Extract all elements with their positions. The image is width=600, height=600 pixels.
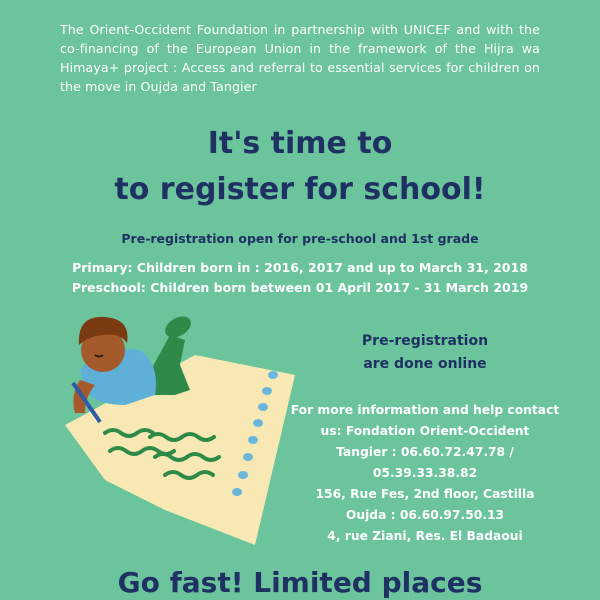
contact-line-7: 4, rue Ziani, Res. El Badaoui — [327, 529, 523, 543]
online-notice-line-2: are done online — [363, 356, 487, 372]
child-writing-illustration — [45, 295, 305, 555]
intro-paragraph: The Orient-Occident Foundation in partnership with UNICEF and with the co-financing of the European Union in the framework of the Hijra wa Himaya+ project : Access and referral to essential services for children on the move in Oujda and Tangier — [60, 22, 540, 94]
shoe — [161, 312, 194, 342]
online-notice — [340, 330, 510, 376]
primary-eligibility-text: Primary: Children born in : 2016, 2017 and up to March 31, 2018 — [72, 260, 528, 275]
headline-line-2: to register for school! — [114, 172, 486, 207]
contact-line-5: 156, Rue Fes, 2nd floor, Castilla — [315, 487, 535, 501]
preschool-eligibility-text: Preschool: Children born between 01 April 2017 - 31 March 2019 — [71, 280, 529, 295]
contact-line-2: us: Fondation Orient-Occident — [320, 424, 530, 438]
preregistration-open-text: Pre-registration open for pre-school and 1st grade — [121, 231, 479, 246]
online-notice-line-1: Pre-registration — [361, 333, 489, 349]
contact-line-3: Tangier : 06.60.72.47.78 / — [336, 445, 514, 459]
contact-line-1: For more information and help contact — [290, 403, 560, 417]
footer-callout: Go fast! Limited places — [117, 566, 483, 599]
headline-line-1: It's time to — [207, 126, 393, 161]
contact-line-6: Oujda : 06.60.97.50.13 — [345, 508, 505, 522]
contact-info — [280, 400, 570, 547]
contact-line-4: 05.39.33.38.82 — [372, 466, 478, 480]
